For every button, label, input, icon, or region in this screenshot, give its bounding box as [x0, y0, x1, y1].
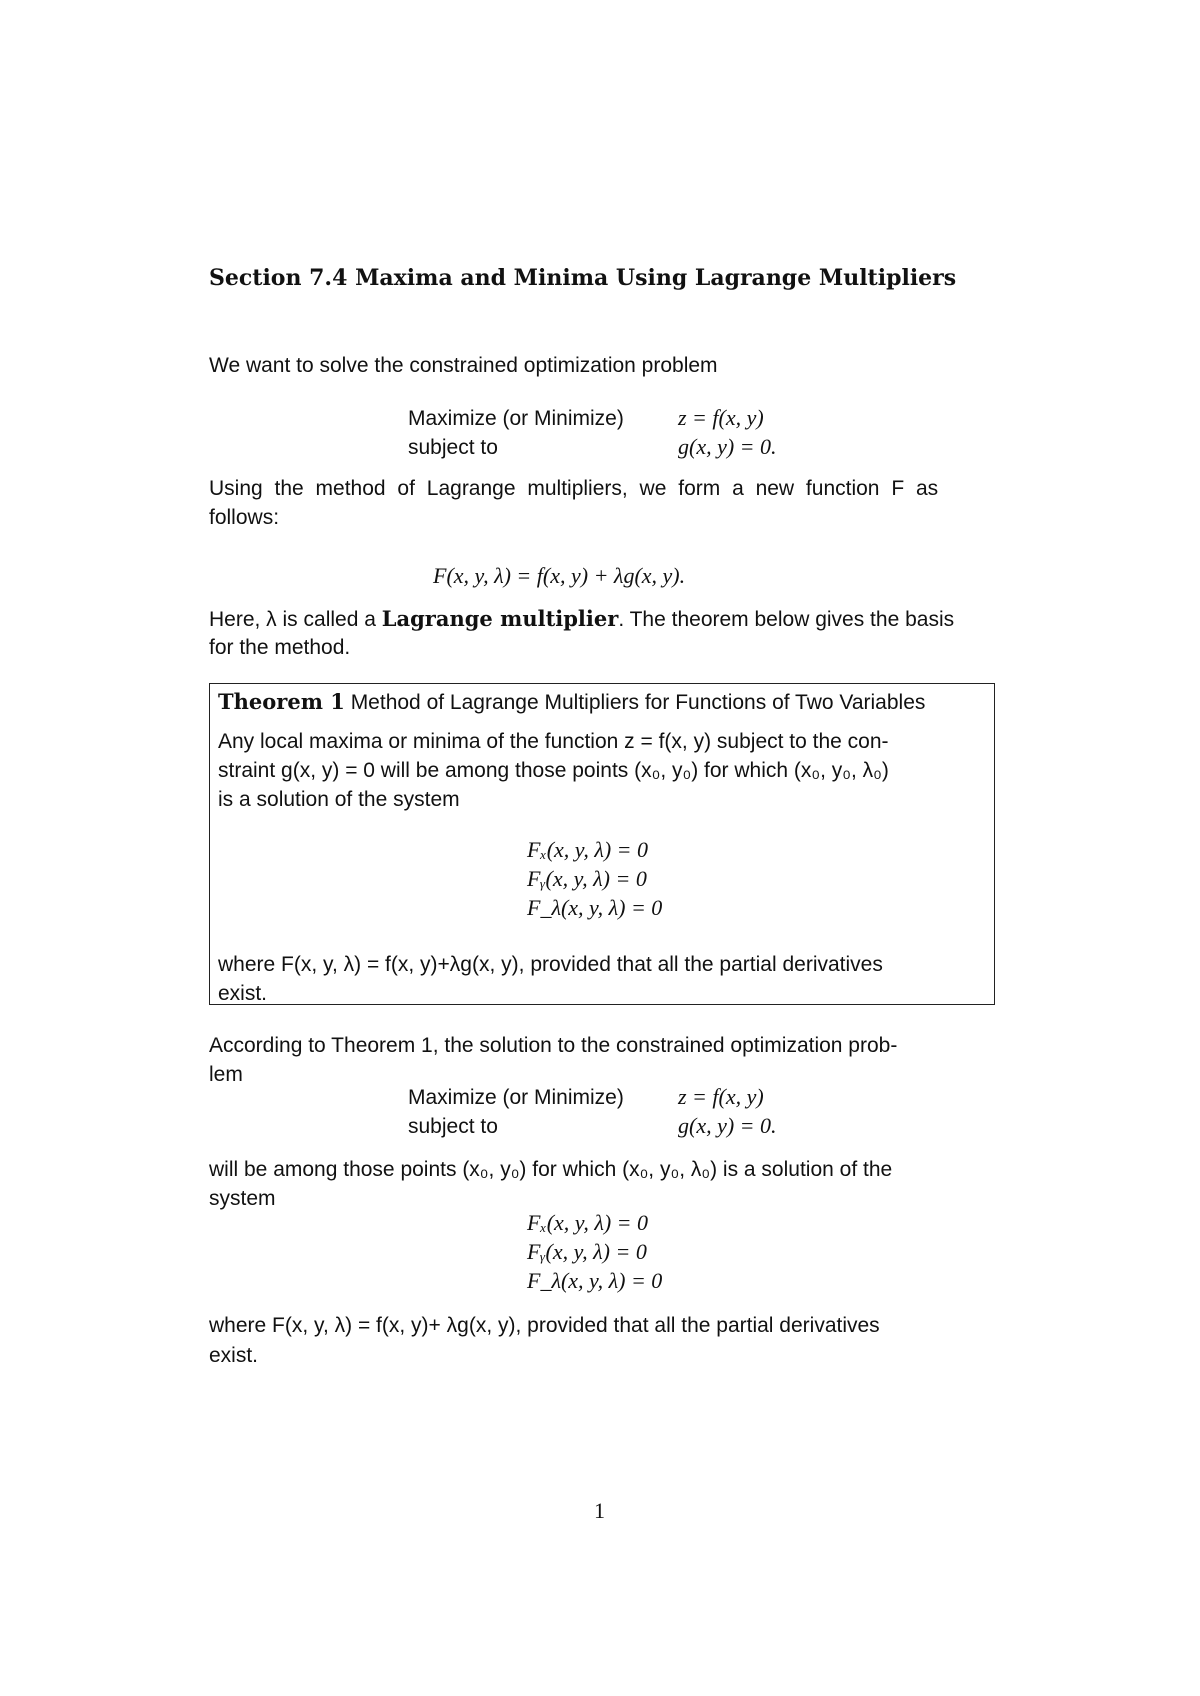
- conclusion-where-line-1: where F(x, y, λ) = f(x, y)+ λg(x, y), provided that all the partial derivatives: [209, 1314, 880, 1337]
- problem-objective-expr: z = f(x, y): [678, 405, 764, 430]
- theorem-title: Method of Lagrange Multipliers for Functions of Two Variables: [350, 691, 926, 714]
- lagrangian-equation: F(x, y, λ) = f(x, y) + λg(x, y).: [433, 563, 686, 588]
- theorem-label: Theorem 1: [218, 689, 345, 714]
- theorem-where-line-2: exist.: [218, 982, 268, 1005]
- theorem-header: [218, 688, 925, 717]
- theorem-equation-fy: Fᵧ(x, y, λ) = 0: [527, 866, 647, 891]
- conclusion-equation-fy: Fᵧ(x, y, λ) = 0: [527, 1239, 647, 1264]
- according-line-2: lem: [209, 1063, 243, 1086]
- conclusion-line-1: will be among those points (x₀, y₀) for which (x₀, y₀, λ₀) is a solution of the: [209, 1158, 893, 1181]
- multiplier-line-1: [209, 605, 954, 634]
- problem2-constraint-label: subject to: [408, 1115, 498, 1138]
- multiplier-line-2: for the method.: [209, 636, 351, 659]
- theorem-body-line-2: straint g(x, y) = 0 will be among those points (x₀, y₀) for which (x₀, y₀, λ₀): [218, 759, 889, 782]
- according-line-1: According to Theorem 1, the solution to the constrained optimization prob-: [209, 1034, 898, 1057]
- conclusion-where-line-2: exist.: [209, 1344, 259, 1367]
- section-number: Section 7.4: [209, 265, 348, 291]
- intro-paragraph: We want to solve the constrained optimization problem: [209, 354, 718, 377]
- method-line-1: Using the method of Lagrange multipliers, we form a new function F as: [209, 477, 939, 500]
- multiplier-line-1-pre: Here, λ is called a: [209, 608, 376, 631]
- conclusion-equation-flambda: F_λ(x, y, λ) = 0: [527, 1268, 663, 1293]
- problem2-objective-label: Maximize (or Minimize): [408, 1086, 624, 1109]
- theorem-body-line-3: is a solution of the system: [218, 788, 460, 811]
- theorem-where-line-1: where F(x, y, λ) = f(x, y)+λg(x, y), provided that all the partial derivatives: [218, 953, 883, 976]
- section-title: Maxima and Minima Using Lagrange Multipliers: [355, 265, 957, 291]
- problem-constraint-expr: g(x, y) = 0.: [678, 434, 777, 459]
- lagrange-multiplier-term: Lagrange multiplier: [381, 606, 619, 631]
- theorem-equation-flambda: F_λ(x, y, λ) = 0: [527, 895, 663, 920]
- problem2-objective-expr: z = f(x, y): [678, 1084, 764, 1109]
- section-heading: [209, 264, 956, 292]
- multiplier-line-1-post: . The theorem below gives the basis: [618, 608, 955, 631]
- problem-objective-label: Maximize (or Minimize): [408, 407, 624, 430]
- problem-constraint-label: subject to: [408, 436, 498, 459]
- conclusion-line-2: system: [209, 1187, 276, 1210]
- method-line-2: follows:: [209, 506, 280, 529]
- conclusion-equation-fx: Fₓ(x, y, λ) = 0: [527, 1210, 649, 1235]
- problem2-constraint-expr: g(x, y) = 0.: [678, 1113, 777, 1138]
- page-number: 1: [594, 1498, 605, 1523]
- theorem-body-line-1: Any local maxima or minima of the function z = f(x, y) subject to the con-: [218, 730, 889, 753]
- theorem-equation-fx: Fₓ(x, y, λ) = 0: [527, 837, 649, 862]
